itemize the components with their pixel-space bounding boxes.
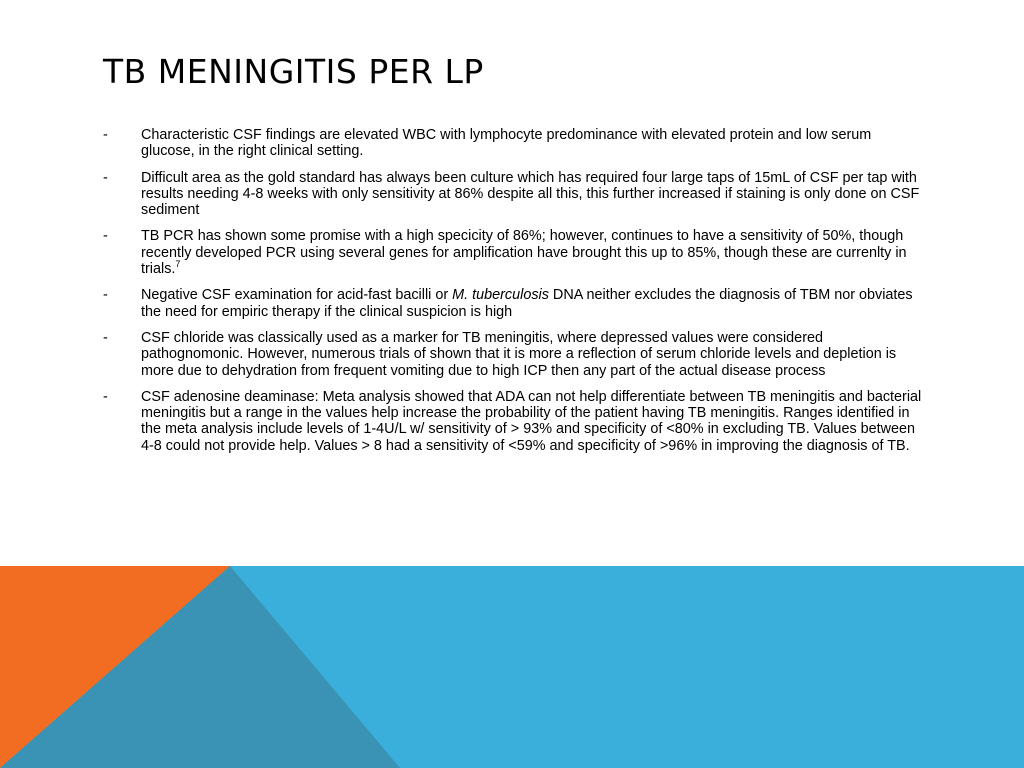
organism-name-italic: M. tuberculosis (452, 287, 549, 304)
bullet-text (141, 287, 913, 319)
bullet-marker: - (103, 388, 108, 405)
bullet-marker: - (103, 127, 108, 143)
bullet-text-body: TB PCR has shown some promise with a high specicity of 86%; however, continues to have a sensitivity of 50%, though recently developed PCR using several genes for amplification have brought this up to 85%, though these are currenlty in trials. (141, 228, 907, 278)
bullet-list (103, 127, 928, 464)
bullet-item (103, 389, 928, 454)
bullet-marker: - (103, 228, 108, 245)
bullet-marker: - (103, 287, 108, 304)
citation-superscript: 7 (175, 259, 181, 270)
bullet-marker: - (103, 329, 108, 346)
bullet-item (103, 170, 928, 219)
bullet-item (103, 228, 928, 277)
bullet-text: CSF chloride was classically used as a marker for TB meningitis, where depressed values were considered pathognomonic. However, numerous trials of shown that it is more a reflection of serum chloride levels and depletion is more due to dehydration from frequent vomiting due to high ICP then any part of the actual disease process (141, 329, 897, 379)
bullet-marker: - (103, 169, 108, 186)
bullet-item (103, 127, 928, 160)
slide-title: TB MENINGITIS PER LP (103, 52, 484, 91)
bullet-text (141, 228, 907, 277)
bullet-item (103, 330, 928, 379)
bullet-text-after: DNA neither excludes the diagnosis of TBM nor obviates the need for empiric therapy if the clinical suspicion is high (141, 287, 913, 320)
decorative-footer-band (0, 566, 1024, 768)
bullet-text: Characteristic CSF findings are elevated WBC with lymphocyte predominance with elevated protein and low serum glucose, in the right clinical setting. (141, 127, 872, 160)
bullet-text: CSF adenosine deaminase: Meta analysis showed that ADA can not help differentiate between TB meningitis and bacterial meningitis but a range in the values help increase the probability of the patient having TB meningitis. Ranges identified in the meta analysis include levels of 1-4U/L w/ sensitivity of > 93% and specificity of <80% in excluding TB. Values between 4-8 could not provide help. Values > 8 had a sensitivity of <59% and specificity of >96% in improving the diagnosis of TB. (141, 388, 922, 454)
bullet-item (103, 287, 928, 320)
bullet-text-before: Negative CSF examination for acid-fast bacilli or (141, 287, 453, 304)
bullet-text: Difficult area as the gold standard has always been culture which has required four large taps of 15mL of CSF per tap with results needing 4-8 weeks with only sensitivity at 86% despite all this, this further increased if staining is only done on CSF sediment (141, 169, 920, 219)
